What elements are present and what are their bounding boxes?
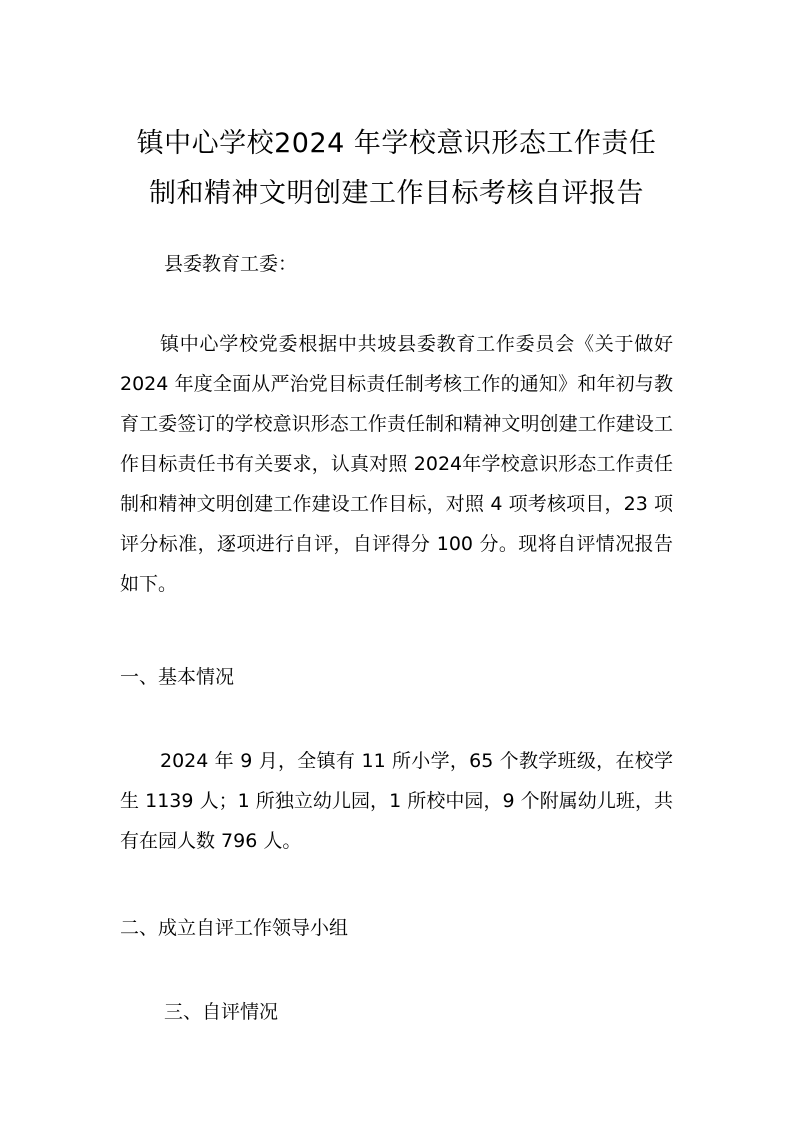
section3-heading: 三、自评情况 — [164, 1001, 279, 1023]
section1-heading: 一、基本情况 — [120, 666, 235, 688]
basic-info-paragraph: 2024 年 9 月，全镇有 11 所小学，65 个教学班级，在校学生 1139 人；1 所独立幼儿园，1 所校中园，9 个附属幼儿班，共有在园人数 796 人。 — [120, 750, 673, 852]
section2-heading: 二、成立自评工作领导小组 — [120, 917, 349, 939]
intro-paragraph: 镇中心学校党委根据中共坡县委教育工作委员会《关于做好 2024 年度全面从严治党目标责任制考核工作的通知》和年初与教育工委签订的学校意识形态工作责任制和精神文明创建工作建设工作目标责任书有关要求，认真对照 2024年学校意识形态工作责任制和精神文明创建工作建设工作目标，对照 4 项考核项目，23 项评分标准，逐项进行自评，自评得分 100 分。现将自评情况报告如下。 — [120, 333, 673, 595]
salutation: 县委教育工委： — [164, 253, 298, 275]
document-title-line2: 制和精神文明创建工作目标考核自评报告 — [149, 178, 644, 209]
document-title-line1: 镇中心学校2024 年学校意识形态工作责任 — [136, 128, 657, 159]
